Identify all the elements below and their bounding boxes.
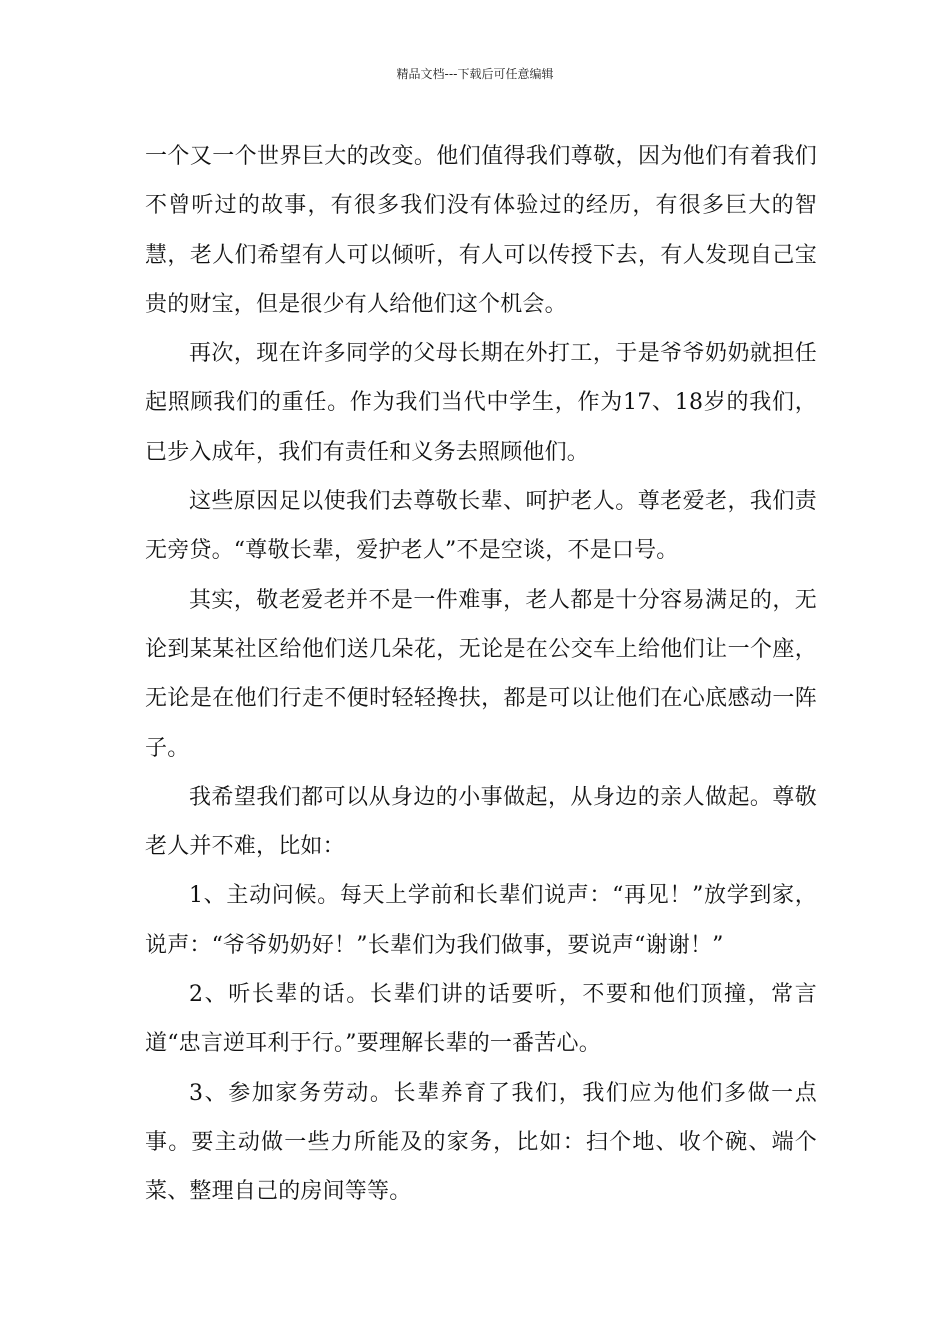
list-item-paragraph: 3、参加家务劳动。长辈养育了我们，我们应为他们多做一点事。要主动做一些力所能及的家务，比如：扫个地、收个碗、端个菜、整理自己的房间等等。 [145,1080,817,1205]
list-item-paragraph: 2、听长辈的话。长辈们讲的话要听，不要和他们顶撞，常言道“忠言逆耳利于行。”要理解长辈的一番苦心。 [145,982,817,1057]
list-item-paragraph: 1、主动问候。每天上学前和长辈们说声：“再见！”放学到家，说声：“爷爷奶奶好！”长辈们为我们做事，要说声“谢谢！” [145,883,817,958]
paragraph: 我希望我们都可以从身边的小事做起，从身边的亲人做起。尊敬老人并不难，比如： [145,784,817,860]
paragraph: 这些原因足以使我们去尊敬长辈、呵护老人。尊老爱老，我们责无旁贷。“尊敬长辈，爱护老人”不是空谈，不是口号。 [145,489,817,564]
page-header: 精品文档---下载后可任意编辑 [396,67,554,81]
paragraph: 其实，敬老爱老并不是一件难事，老人都是十分容易满足的，无论到某某社区给他们送几朵花，无论是在公交车上给他们让一个座，无论是在他们行走不便时轻轻搀扶，都是可以让他们在心底感动一阵子。 [145,587,817,761]
document-body [145,132,817,1217]
paragraph: 再次，现在许多同学的父母长期在外打工，于是爷爷奶奶就担任起照顾我们的重任。作为我们当代中学生，作为17、18岁的我们，已步入成年，我们有责任和义务去照顾他们。 [145,341,817,465]
paragraph-continued: 一个又一个世界巨大的改变。他们值得我们尊敬，因为他们有着我们不曾听过的故事，有很多我们没有体验过的经历，有很多巨大的智慧，老人们希望有人可以倾听，有人可以传授下去，有人发现自己宝贵的财宝，但是很少有人给他们这个机会。 [145,144,817,317]
